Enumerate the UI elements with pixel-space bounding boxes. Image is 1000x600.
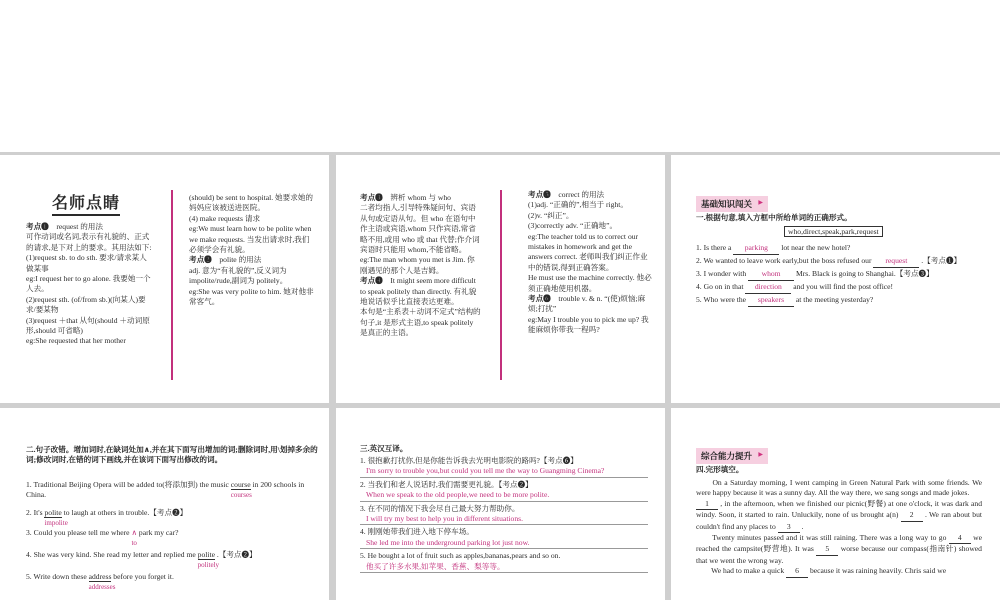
passage-text: , in the afternoon, when we finished our picnic(野餐) at one o'clock, it was dark and windy. Soon, it started to rain. Unluckily, none of us brought a(n) [696,498,982,520]
item-text: 2. It's [26,508,45,517]
cloze-paragraph [696,533,982,566]
note-line [26,316,152,337]
section-tag: 综合能力提升 ▶ [696,448,768,464]
passage-text: We had to make a quick [696,566,787,576]
cloze-blank: 4 [949,533,971,544]
fill-item [696,281,996,294]
note-line [528,294,652,315]
note-line [360,307,482,338]
translation-question: 2. 当我们和老人说话时,我们需要更礼貌。【考点❷】 [360,479,533,489]
note-text: polite 的用法 [211,255,262,265]
note-text: eg:She was very polite to him. 她对他非常客气。 [189,286,314,307]
translation-answer: 他买了许多水果,如苹果、香蕉、梨等等。 [360,562,648,573]
item-text: to laugh at others in trouble.【考点❷】 [61,508,188,517]
passage-text: . We ran about but couldn't find any places to [696,510,983,531]
note-text: eg:The teacher told us to correct our mistakes in homework and get the answers correct. 老师叫我们纠正作业中的错误,得到正确答案。 [528,231,648,272]
note-text: eg:I request her to go alone. 我要她一个人去。 [26,274,151,294]
passage-text: worse because our compass(指南针) showed that we went the wrong way. [696,544,982,565]
word-box: who,direct,speak,park,request [784,226,883,237]
note-line [528,221,652,231]
keypoint-label: 考点❺ [528,190,551,199]
note-text: It might seem more difficult to speak politely than directly. 有礼貌地说话似乎比直接表达更难。 [360,276,477,307]
section-tag: 基础知识闯关 ▶ [696,196,768,212]
exercise-heading: 二.句子改错。增加词时,在缺词处加∧,并在其下面写出增加的词;删除词时,用\划掉多余的词;修改词时,在错的词下画线,并在该词下面写出修改的词。 [26,445,318,465]
cloze-paragraph [696,499,982,533]
note-text: eg:The man whom you met is Jim. 你刚遇见的那个人是吉姆。 [360,255,475,275]
note-line [360,255,482,276]
answer-blank: request [873,255,919,268]
item-text: 5. Write down these [26,572,89,581]
item-text: lot near the new hotel? [779,243,851,252]
cloze-blank: 3 [778,522,800,533]
note-line [189,266,315,287]
fill-in-list [696,242,996,307]
section-title: 名师点睛 [52,190,120,216]
translation-question: 5. He bought a lot of fruit such as apples,bananas,pears and so on. [360,551,561,561]
cloze-blank: 6 [786,566,808,577]
exercise-heading: 三.英汉互译。 [360,444,408,453]
item-text: Mrs. Black is going to Shanghai.【考点❸】 [794,269,934,278]
note-text: trouble v. & n. “(使)烦恼;麻烦;打扰” [528,294,646,314]
item-text: 3. I wonder with [696,269,749,278]
column-divider [171,190,173,380]
marked-word: ∧ to [131,528,138,547]
note-line [360,193,482,203]
note-line [528,190,652,200]
note-line [528,200,652,210]
item-text: 5. Who were the [696,295,748,304]
cloze-passage [696,478,982,578]
note-line [26,336,152,346]
note-line [26,274,152,295]
cloze-paragraph [696,478,982,499]
note-text: 二者均指人,引导特殊疑问句、宾语从句或定语从句。但 who 在语句中作主语或宾语,whom 只作宾语,常省略不用,或用 who 或 that 代替;作介词宾语时只能用 whom,不能省略。 [360,203,480,255]
passage-text: . [799,521,804,531]
item-text: 4. She was very kind. She read my letter and replied me [26,550,198,559]
column-divider [500,190,502,380]
note-text: He must use the machine correctly. 他必须正确地使用机器。 [528,273,652,293]
item-text: at the meeting yesterday? [793,295,874,304]
passage-text: because it was raining heavily. Chris said we [808,566,947,576]
note-line [528,211,652,221]
translation-answer: When we speak to the old people,we need to be more polite. [360,490,648,501]
cloze-blank: 2 [901,510,923,521]
fill-item [696,255,996,268]
note-line [528,232,652,274]
note-text: (should) be sent to hospital. 她要求她的妈妈应该被送进医院。 [189,193,314,213]
marked-word: polite impolite [44,508,68,527]
correction-item [26,550,326,569]
note-text: (1)request sb. to do sth. 要求/请求某人做某事 [26,253,147,273]
answer-blank: parking [733,242,779,255]
correction-word: impolite [44,519,68,527]
keypoint-label: 考点❻ [528,294,551,304]
fill-item [696,294,996,307]
note-text: eg:She requested that her mother [26,336,126,346]
note-line [189,214,315,224]
fill-item [696,242,996,255]
note-text: request 的用法 [48,222,103,231]
note-text: (4) make requests 请求 [189,213,261,223]
note-text: adj. 意为“有礼貌的”,反义词为 impolite/rude,副词为 politely。 [189,265,288,286]
item-text: 3. Could you please tell me where [26,528,132,537]
passage-text: Twenty minutes passed and it was still raining. There was a long way to go [696,533,949,543]
note-text: (3)correctly adv. “正确地”。 [528,221,618,231]
correction-item [26,528,326,547]
note-line [360,276,482,307]
answer-blank: speakers [748,294,794,307]
translation-answer: She led me into the underground parking lot just now. [360,538,648,549]
item-text: .【考点❷】 [214,550,257,559]
marked-word: polite politely [197,550,220,569]
item-text: in 200 schools in China. [26,480,305,500]
note-text: (2)v. “纠正”。 [528,210,574,220]
note-line [528,273,652,294]
item-text: 1. Is there a [696,243,734,252]
item-text: and you will find the post office! [791,282,894,291]
answer-blank: whom [748,268,794,281]
panel1-column-b [189,193,315,307]
note-text: eg:May I trouble you to pick me up? 我能麻烦你带我一程吗? [528,314,649,335]
fill-item [696,268,996,281]
correction-item [26,508,326,527]
translation-answer: I will try my best to help you in different situations. [360,514,648,525]
keypoint-label: 考点❶ [26,222,49,231]
note-text: correct 的用法 [550,190,605,199]
item-text: .【考点❶】 [919,256,962,265]
marked-word: address addresses [88,572,116,591]
note-line [26,295,152,316]
note-text: (1)adj. “正确的”,相当于 right。 [528,200,628,210]
translation-answer: I'm sorry to trouble you,but could you tell me the way to Guangming Cinema? [360,466,648,477]
item-text: 2. We wanted to leave work early,but the boss refused our [696,256,874,265]
marked-word: course courses [230,480,252,499]
note-line [360,203,482,255]
keypoint-label: 考点❷ [189,255,212,265]
keypoint-label: 考点❹ [360,276,383,286]
note-line [26,222,152,232]
exercise-heading: 一.根据句意,填入方框中所给单词的正确形式。 who,direct,speak,park,request [696,213,991,238]
note-line [528,315,652,336]
cloze-blank: 1 [696,499,718,510]
note-line [189,287,315,308]
item-text: park my car? [137,528,179,537]
note-text: eg:We must learn how to be polite when we make requests. 当发出请求时,我们必须学会有礼貌。 [189,224,312,255]
passage-text: On a Saturday morning, I went camping in Green Natural Park with some friends. We were happy because it was a sunny day. All the way there, we sang songs and made jokes. [696,478,982,498]
correction-word: to [131,539,137,547]
panel2-column-b [528,190,652,336]
note-text: 辨析 whom 与 who [382,193,451,202]
cloze-blank: 5 [816,544,838,555]
item-text: 4. Go on in that [696,282,746,291]
translation-question: 4. 刚刚她带我们进入地下停车场。 [360,527,474,537]
correction-word: courses [230,491,252,499]
correction-word: politely [197,561,220,569]
exercise-heading: 四.完形填空。 [696,465,744,474]
panel1-column-a [26,222,152,347]
translation-question: 3. 在不同的情况下我会尽自己最大努力帮助你。 [360,503,520,513]
correction-word: addresses [88,583,116,591]
item-text: before you forget it. [111,572,174,581]
cloze-paragraph [696,566,982,577]
note-line [189,193,315,214]
note-text: 可作动词或名词,表示有礼貌的、正式的请求,是下对上的要求。其用法如下: [26,232,152,252]
note-text: (2)request sth. (of/from sb.)(向某人)要求/要某物 [26,294,146,315]
note-line [189,224,315,255]
note-line [26,232,152,253]
note-line [26,253,152,274]
note-line [189,255,315,265]
answer-blank: direction [745,281,791,294]
passage-text: we reached the campsite(野营地). It was [696,533,982,554]
correction-item [26,480,326,501]
panel2-column-a [360,193,482,339]
keypoint-label: 考点❸ [360,193,383,202]
note-text: 本句是“主系表＋动词不定式”结构的句子,it 是形式主语,to speak politely 是真正的主语。 [360,307,481,338]
item-text: 1. Traditional Beijing Opera will be added to(将添加到) the music [26,480,231,489]
note-text: (3)request ＋that 从句(should ＋动词原形,should 可省略) [26,315,150,336]
correction-item [26,572,326,591]
translation-question: 1. 很抱歉打扰你,但是你能告诉我去光明电影院的路吗?【考点❻】 [360,456,578,465]
translation-list [360,456,648,575]
